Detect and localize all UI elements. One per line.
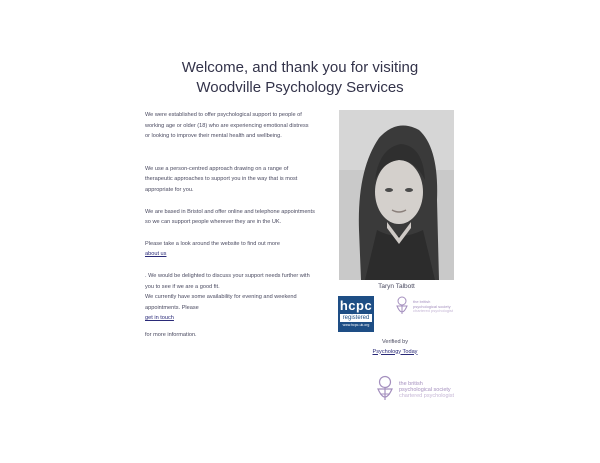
hcpc-logo-text: hcpc	[339, 298, 373, 313]
bps-logo-large	[375, 375, 454, 405]
intro-paragraph-2: We use a person-centred approach drawing on a range of therapeutic approaches to support you in the way that is most appropriate for you.	[145, 165, 298, 193]
bps-line-3: chartered psychologist	[413, 308, 454, 314]
psychology-today-link[interactable]: Psychology Today	[372, 348, 418, 355]
verified-label: Verified by	[381, 339, 409, 345]
bps-crest-icon	[395, 296, 409, 318]
verified-by	[355, 338, 435, 357]
bps-line-2: psychological society	[413, 303, 451, 309]
bps-line-1: the british	[413, 299, 431, 305]
bps-logo-small	[395, 296, 453, 318]
bps-line-1: the british	[399, 380, 423, 387]
intro-text	[145, 110, 315, 341]
bps-line-3: chartered psychologist	[399, 393, 455, 400]
page-title: Welcome, and thank you for visiting Woodville Psychology Services	[181, 59, 419, 96]
portrait-image	[339, 110, 454, 280]
intro-paragraph-4: Please take a look around the website to find out more	[145, 240, 280, 247]
get-in-touch-link[interactable]: get in touch	[145, 315, 174, 322]
profile-photo	[339, 110, 454, 280]
profile-name: Taryn Talbott	[378, 283, 415, 290]
intro-paragraph-7: for more information.	[145, 331, 197, 338]
hcpc-status: registered	[340, 314, 372, 322]
intro-paragraph-6: We currently have some availability for evening and weekend appointments. Please	[145, 294, 297, 311]
about-us-link[interactable]: about us	[145, 251, 167, 258]
bps-line-2: psychological society	[399, 386, 451, 393]
intro-paragraph-5: . We would be delighted to discuss your support needs further with you to see if we are a good fit.	[145, 272, 310, 290]
hcpc-registered-badge[interactable]	[338, 296, 374, 332]
intro-paragraph-3: We are based in Bristol and offer online and telephone appointments so we can support people wherever they are in the UK.	[145, 208, 315, 226]
bps-crest-icon	[375, 375, 395, 405]
hcpc-url: www.hcpc-uk.org	[342, 323, 370, 327]
intro-paragraph-1: We were established to offer psychological support to people of working age or older (18) who are experiencing emotional distress or looking to improve their mental health and wellbeing.	[145, 112, 309, 140]
